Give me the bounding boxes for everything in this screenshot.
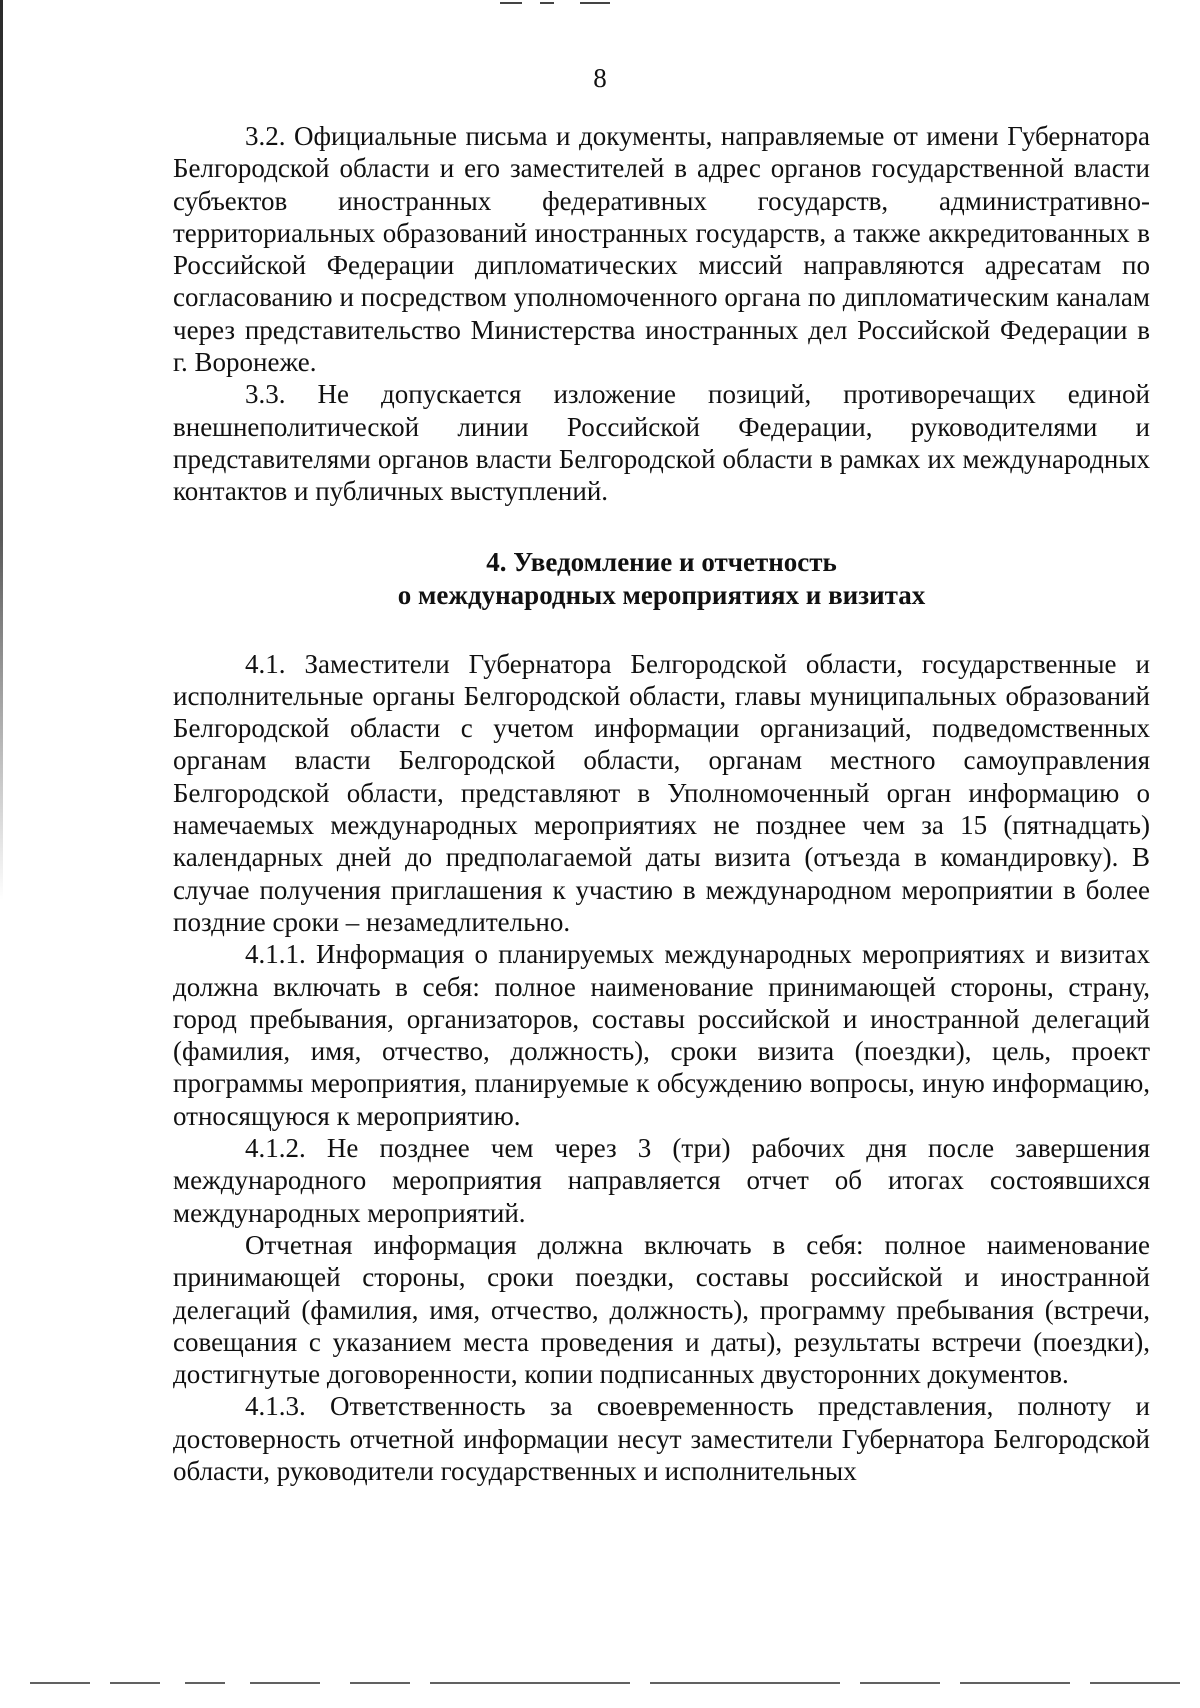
section-heading-line-1: 4. Уведомление и отчетность [486, 546, 837, 577]
scan-top-marks [500, 0, 680, 6]
scan-bottom-marks [0, 1680, 1200, 1686]
scan-edge-shadow [0, 0, 3, 900]
section-heading-line-2: о международных мероприятиях и визитах [397, 579, 926, 610]
paragraph-4-1-1: 4.1.1. Информация о планируемых международных мероприятиях и визитах должна включать в себя: полное наименование принимающей стороны, страну, город пребывания, организаторов, составы российской и иностранной делегаций (фамилия, имя, отчество, должность), сроки визита (поездки), цель, проект программы мероприятия, планируемые к обсуждению вопросы, иную информацию, относящуюся к мероприятию. [173, 939, 1150, 1131]
paragraph-4-1: 4.1. Заместители Губернатора Белгородской области, государственные и исполнительные органы Белгородской области, главы муниципальных образований Белгородской области с учетом информации организаций, подведомственных органам власти Белгородской области, органам местного самоуправления Белгородской области, представляют в Уполномоченный орган информацию о намечаемых международных мероприятиях не позднее чем за 15 (пятнадцать) календарных дней до предполагаемой даты визита (отъезда в командировку). В случае получения приглашения к участию в международном мероприятии в более поздние сроки – незамедлительно. [173, 648, 1150, 937]
section-heading [173, 546, 1150, 612]
paragraph-3-2: 3.2. Официальные письма и документы, направляемые от имени Губернатора Белгородской области и его заместителей в адрес органов государственной власти субъектов иностранных федеративных государств, административно-территориальных образований иностранных государств, а также аккредитованных в Российской Федерации дипломатических миссий направляются адресатам по согласованию и посредством уполномоченного органа по дипломатическим каналам через представительство Министерства иностранных дел Российской Федерации в г. Воронеже. [173, 121, 1150, 378]
paragraph-3-3: 3.3. Не допускается изложение позиций, противоречащих единой внешнеполитической линии Российской Федерации, руководителями и представителями органов власти Белгородской области в рамках их международных контактов и публичных выступлений. [173, 379, 1150, 507]
page-number: 8 [593, 63, 607, 93]
paragraph-report-info: Отчетная информация должна включать в себя: полное наименование принимающей стороны, сроки поездки, составы российской и иностранной делегаций (фамилия, имя, отчество, должность), программу пребывания (встречи, совещания с указанием места проведения и даты), результаты встречи (поездки), достигнутые договоренности, копии подписанных двусторонних документов. [173, 1229, 1150, 1390]
document-body [173, 120, 1150, 1487]
paragraph-4-1-3: 4.1.3. Ответственность за своевременность представления, полноту и достоверность отчетной информации несут заместители Губернатора Белгородской области, руководители государственных и исполнительных [173, 1391, 1150, 1486]
paragraph-4-1-2: 4.1.2. Не позднее чем через 3 (три) рабочих дня после завершения международного мероприятия направляется отчет об итогах состоявшихся международных мероприятий. [173, 1133, 1150, 1228]
